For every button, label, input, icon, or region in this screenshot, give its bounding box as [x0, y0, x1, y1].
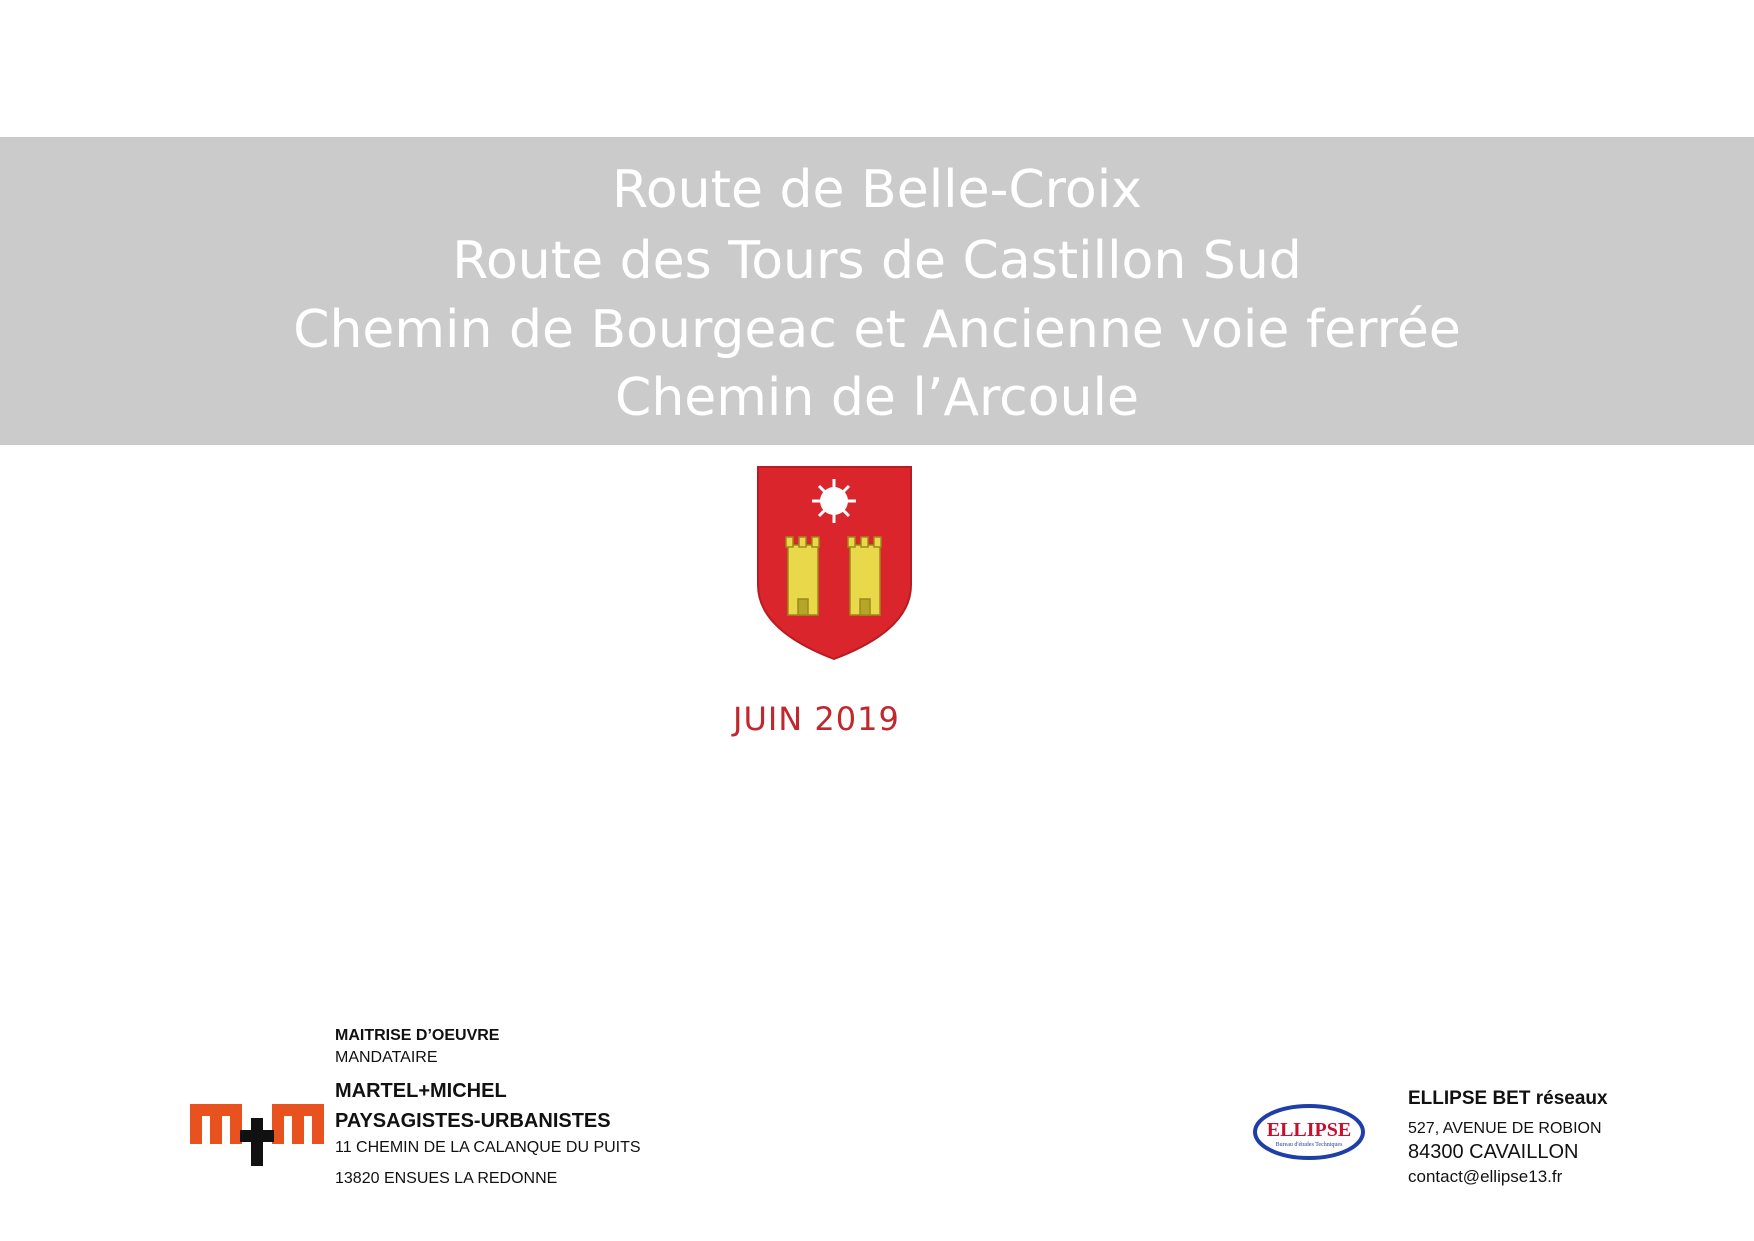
maitrise-role: MANDATAIRE: [335, 1049, 438, 1066]
tower-right-icon: [848, 537, 881, 615]
svg-text:ELLIPSE: ELLIPSE: [1266, 1119, 1352, 1141]
title-line-4: Chemin de l’Arcoule: [615, 368, 1139, 428]
tower-left-icon: [786, 537, 819, 615]
title-line-3: Chemin de Bourgeac et Ancienne voie ferrée: [293, 300, 1461, 360]
company-address-1: 11 CHEMIN DE LA CALANQUE DU PUITS: [335, 1139, 641, 1156]
ellipse-email[interactable]: contact@ellipse13.fr: [1408, 1167, 1563, 1186]
company-profession: PAYSAGISTES-URBANISTES: [335, 1110, 611, 1132]
company-name: MARTEL+MICHEL: [335, 1080, 507, 1102]
coat-of-arms-icon: [756, 465, 913, 661]
date-label: JUIN 2019: [733, 700, 900, 738]
svg-text:Bureau d'études Techniques: Bureau d'études Techniques: [1275, 1142, 1343, 1148]
ellipse-logo: [1253, 1100, 1365, 1162]
ellipse-address-2: 84300 CAVAILLON: [1408, 1141, 1579, 1163]
ellipse-company: ELLIPSE BET réseaux: [1408, 1088, 1608, 1109]
maitrise-heading: MAITRISE D’OEUVRE: [335, 1027, 500, 1044]
company-address-2: 13820 ENSUES LA REDONNE: [335, 1170, 558, 1187]
martel-michel-logo: [190, 1100, 324, 1168]
title-line-2: Route des Tours de Castillon Sud: [452, 231, 1302, 291]
ellipse-address-1: 527, AVENUE DE ROBION: [1408, 1120, 1602, 1137]
title-line-1: Route de Belle-Croix: [612, 160, 1142, 220]
